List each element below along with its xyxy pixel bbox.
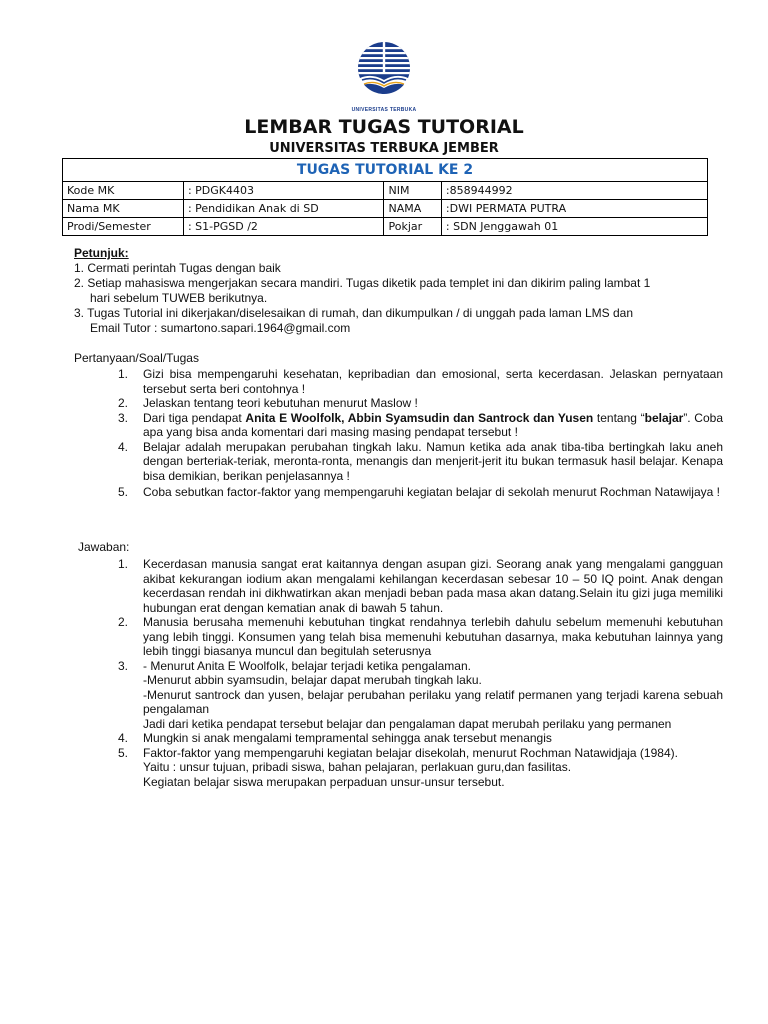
logo-caption: UNIVERSITAS TERBUKA — [351, 107, 417, 113]
table-cell: :858944992 — [441, 182, 707, 200]
item-bold-text: belajar — [644, 410, 684, 425]
list-item — [118, 659, 723, 732]
list-item — [118, 367, 723, 396]
table-cell: Nama MK — [63, 200, 184, 218]
list-item — [118, 557, 723, 615]
item-text: Jadi dari ketika pendapat tersebut belajar dan pengalaman dapat merubah perilaku yang permanen — [143, 716, 672, 731]
instruction-line: hari sebelum TUWEB berikutnya. — [90, 291, 268, 305]
list-item — [118, 746, 723, 790]
item-text: Dari tiga pendapat — [143, 410, 246, 425]
answers-label: Jawaban: — [78, 540, 130, 554]
instruction-line: Email Tutor : sumartono.sapari.1964@gmail.com — [90, 321, 351, 335]
item-text: tentang “ — [593, 410, 645, 425]
list-item — [118, 483, 723, 501]
list-item — [118, 615, 723, 659]
info-table — [62, 158, 708, 236]
item-number: 5. — [118, 485, 129, 499]
table-cell: NIM — [384, 182, 441, 200]
instruction-line: 1. Cermati perintah Tugas dengan baik — [74, 261, 281, 275]
item-number: 1. — [118, 557, 129, 571]
table-row — [63, 200, 708, 218]
table-cell: Pokjar — [384, 218, 441, 236]
table-cell: Prodi/Semester — [63, 218, 184, 236]
university-emblem-icon — [349, 38, 419, 104]
table-cell: Kode MK — [63, 182, 184, 200]
list-item — [118, 411, 723, 440]
item-text: Mungkin si anak mengalami tempramental sehingga anak tersebut menangis — [143, 731, 552, 745]
item-bold-text: Anita E Woolfolk, Abbin Syamsudin dan Santrock dan Yusen — [245, 410, 594, 425]
instructions-label: Petunjuk: — [74, 246, 129, 260]
list-item — [118, 396, 723, 411]
item-text: Faktor-faktor yang mempengaruhi kegiatan belajar disekolah, menurut Rochman Natawidjaja (1984). — [143, 745, 678, 760]
answer-list — [118, 557, 723, 789]
item-number: 2. — [118, 396, 129, 410]
item-text: Manusia berusaha memenuhi kebutuhan tingkat rendahnya terlebih dahulu sebelum memenuhi kebutuhan yang lebih tinggi. Konsumen yang telah bisa memenuhi kebutuhan dasarnya, maka kebutuhan lainnya yang lebih tinggi biasanya muncul dan begitulah seterusnya — [143, 615, 723, 658]
table-row — [63, 218, 708, 236]
table-cell: NAMA — [384, 200, 441, 218]
instructions — [74, 246, 700, 336]
item-number: 1. — [118, 367, 129, 381]
item-number: 2. — [118, 615, 129, 629]
table-cell: : PDGK4403 — [183, 182, 384, 200]
item-text: -Menurut santrock dan yusen, belajar perubahan perilaku yang relatif permanen yang terjadi karena sebuah pengalaman — [143, 687, 723, 716]
university-logo — [0, 38, 768, 113]
document-subtitle: UNIVERSITAS TERBUKA JEMBER — [269, 141, 499, 156]
table-cell: : SDN Jenggawah 01 — [441, 218, 707, 236]
instruction-line: 3. Tugas Tutorial ini dikerjakan/diselesaikan di rumah, dan dikumpulkan / di unggah pada laman LMS dan — [74, 306, 634, 320]
item-number: 4. — [118, 439, 129, 454]
item-text: ”. Coba apa yang bisa anda komentari dari masing masing pendapat tersebut ! — [143, 410, 723, 439]
list-item — [118, 440, 723, 484]
item-text: Belajar adalah merupakan perubahan tingkah laku. Namun ketika ada anak tiba-tiba bertingkah laku aneh dengan berteriak-teriak, meronta-ronta, menangis dan menjerit-jerit itu bukan termasuk hasil belajar. Kenapa bisa demikian, berikan penjelasannya ! — [143, 439, 723, 483]
table-cell: : Pendidikan Anak di SD — [183, 200, 384, 218]
item-text: Kegiatan belajar siswa merupakan perpaduan unsur-unsur tersebut. — [143, 774, 505, 789]
item-text: -Menurut abbin syamsudin, belajar dapat merubah tingkah laku. — [143, 673, 482, 687]
item-text: Yaitu : unsur tujuan, pribadi siswa, bahan pelajaran, perlakuan guru,dan fasilitas. — [143, 760, 572, 774]
document-title: LEMBAR TUGAS TUTORIAL — [244, 116, 524, 138]
table-heading-row — [63, 159, 708, 182]
item-number: 5. — [118, 745, 129, 760]
item-number: 4. — [118, 731, 129, 745]
table-row — [63, 182, 708, 200]
question-list — [118, 367, 723, 501]
item-text: - Menurut Anita E Woolfolk, belajar terjadi ketika pengalaman. — [143, 658, 471, 673]
table-heading: TUGAS TUTORIAL KE 2 — [63, 159, 708, 182]
table-cell: :DWI PERMATA PUTRA — [441, 200, 707, 218]
table-cell: : S1-PGSD /2 — [183, 218, 384, 236]
item-text: Kecerdasan manusia sangat erat kaitannya dengan asupan gizi. Seorang anak yang mengalami gangguan akibat kekurangan iodium akan mengalami kehilangan kecerdasan sebesar 10 – 50 IQ point. Anak dengan kecerdasan rendah ini dikhwatirkan akan menjadi beban pada masa akan datang.Selain itu gizi juga memiliki hubungan erat dengan kematian anak di bawah 5 tahun. — [143, 557, 723, 615]
questions-label: Pertanyaan/Soal/Tugas — [74, 351, 199, 365]
item-text: Gizi bisa mempengaruhi kesehatan, kepribadian dan emosional, serta kecerdasan. Jelaskan pernyataan tersebut serta beri contohnya ! — [143, 367, 723, 396]
item-text: Coba sebutkan factor-faktor yang mempengaruhi kegiatan belajar di sekolah menurut Rochman Natawijaya ! — [143, 485, 720, 499]
item-number: 3. — [118, 410, 129, 425]
item-text: Jelaskan tentang teori kebutuhan menurut Maslow ! — [143, 396, 418, 410]
item-number: 3. — [118, 658, 129, 673]
list-item — [118, 731, 723, 746]
instruction-line: 2. Setiap mahasiswa mengerjakan secara mandiri. Tugas diketik pada templet ini dan dikirim paling lambat 1 — [74, 276, 651, 290]
